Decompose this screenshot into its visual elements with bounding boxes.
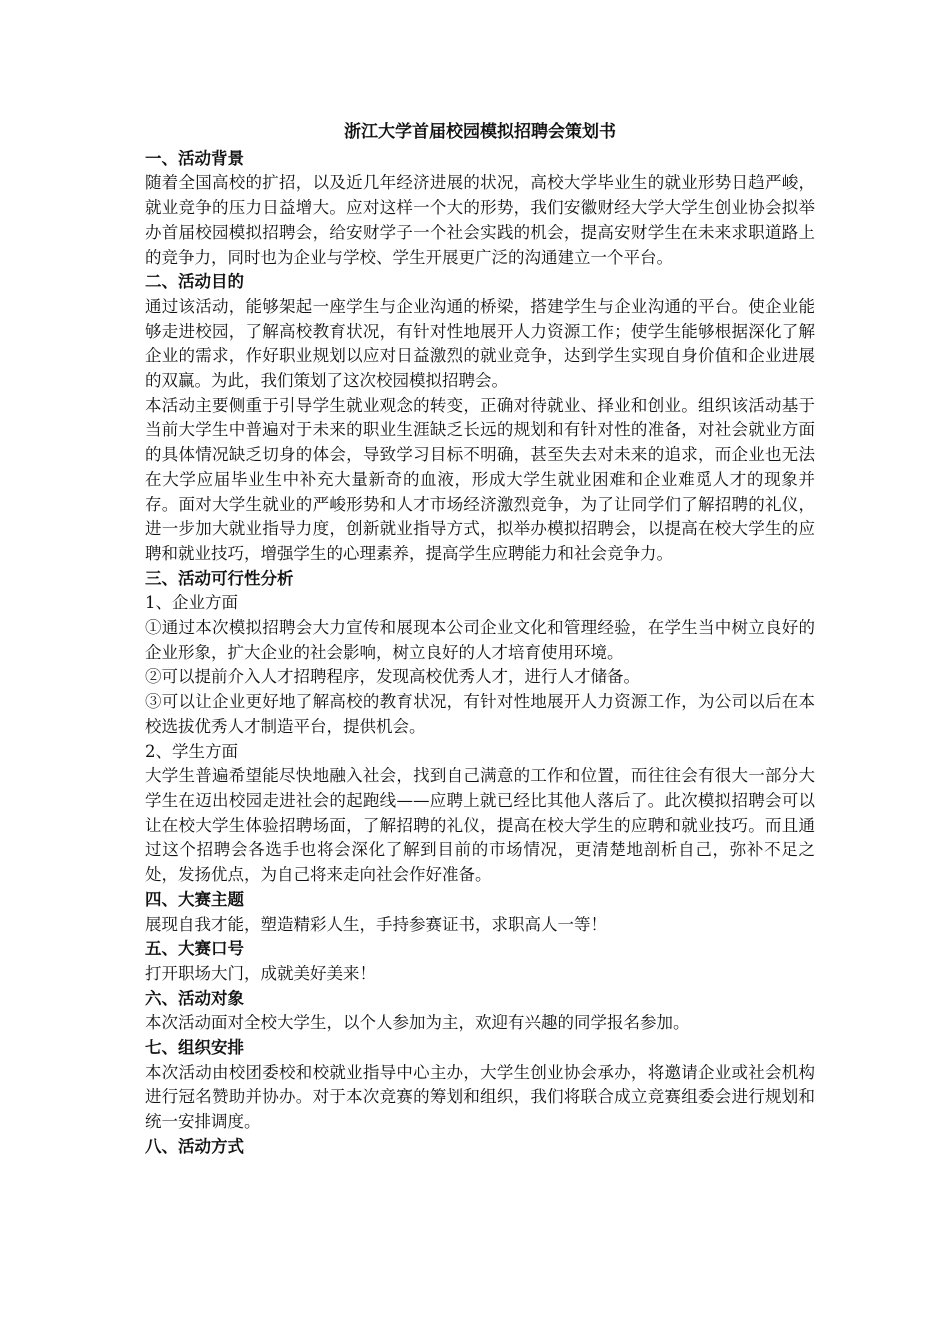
paragraph-slogan: 打开职场大门，成就美好美来！: [145, 963, 376, 983]
document-title: 浙江大学首届校园模拟招聘会策划书: [344, 122, 616, 142]
paragraph-students: 大学生普遍希望能尽快地融入社会，找到自己满意的工作和位置，而往往会有很大一部分大学生在迈出校园走进社会的起跑线——应聘上就已经比其他人落后了。此次模拟招聘会可以让在校大学生体验招聘场面，了解招聘的礼仪，提高在校大学生的应聘和就业技巧。而且通过这个招聘会各选手也将会深化了解到目前的市场情况，更清楚地剖析自己，弥补不足之处，发扬优点，为自己将来走向社会作好准备。: [145, 766, 815, 885]
paragraph-theme: 展现自我才能，塑造精彩人生，手持参赛证书，求职高人一等！: [145, 914, 607, 934]
section-heading-background: 一、活动背景: [145, 148, 244, 168]
subheading-students: 2、学生方面: [145, 741, 238, 761]
section-heading-feasibility: 三、活动可行性分析: [145, 568, 294, 588]
section-heading-purpose: 二、活动目的: [145, 272, 244, 292]
section-heading-format: 八、活动方式: [145, 1136, 244, 1156]
list-item-enterprise-2: ②可以提前介入人才招聘程序，发现高校优秀人才，进行人才储备。: [145, 667, 640, 687]
paragraph-background: 随着全国高校的扩招，以及近几年经济进展的状况，高校大学毕业生的就业形势日趋严峻，就业竞争的压力日益增大。应对这样一个大的形势，我们安徽财经大学大学生创业协会拟举办首届校园模拟招聘会，给安财学子一个社会实践的机会，提高安财学生在未来求职道路上的竞争力，同时也为企业与学校、学生开展更广泛的沟通建立一个平台。: [145, 173, 815, 267]
section-heading-slogan: 五、大赛口号: [145, 939, 244, 959]
list-item-enterprise-3: ③可以让企业更好地了解高校的教育状况，有针对性地展开人力资源工作，为公司以后在本校选拔优秀人才制造平台，提供机会。: [145, 692, 815, 736]
section-heading-theme: 四、大赛主题: [145, 889, 244, 909]
list-item-enterprise-1: ①通过本次模拟招聘会大力宣传和展现本公司企业文化和管理经验，在学生当中树立良好的企业形象，扩大企业的社会影响，树立良好的人才培育使用环境。: [145, 618, 815, 662]
paragraph-participants: 本次活动面对全校大学生，以个人参加为主，欢迎有兴趣的同学报名参加。: [145, 1013, 690, 1033]
paragraph-purpose-2: 本活动主要侧重于引导学生就业观念的转变，正确对待就业、择业和创业。组织该活动基于当前大学生中普遍对于未来的职业生涯缺乏长远的规划和有针对性的准备，对社会就业方面的具体情况缺乏切身的体会，导致学习目标不明确，甚至失去对未来的追求，而企业也无法在大学应届毕业生中补充大量新奇的血液，形成大学生就业困难和企业难觅人才的现象并存。面对大学生就业的严峻形势和人才市场经济激烈竞争，为了让同学们了解招聘的礼仪，进一步加大就业指导力度，创新就业指导方式，拟举办模拟招聘会，以提高在校大学生的应聘和就业技巧，增强学生的心理素养，提高学生应聘能力和社会竞争力。: [145, 395, 815, 563]
section-heading-organization: 七、组织安排: [145, 1038, 244, 1058]
paragraph-organization: 本次活动由校团委校和校就业指导中心主办，大学生创业协会承办，将邀请企业或社会机构进行冠名赞助并协办。对于本次竞赛的筹划和组织，我们将联合成立竞赛组委会进行规划和统一安排调度。: [145, 1062, 815, 1132]
paragraph-purpose-1: 通过该活动，能够架起一座学生与企业沟通的桥梁，搭建学生与企业沟通的平台。使企业能够走进校园，了解高校教育状况，有针对性地展开人力资源工作；使学生能够根据深化了解企业的需求，作好职业规划以应对日益激烈的就业竞争，达到学生实现自身价值和企业进展的双赢。为此，我们策划了这次校园模拟招聘会。: [145, 296, 815, 391]
section-heading-participants: 六、活动对象: [145, 988, 244, 1008]
subheading-enterprise: 1、企业方面: [145, 593, 238, 613]
document-page: [145, 120, 815, 1160]
